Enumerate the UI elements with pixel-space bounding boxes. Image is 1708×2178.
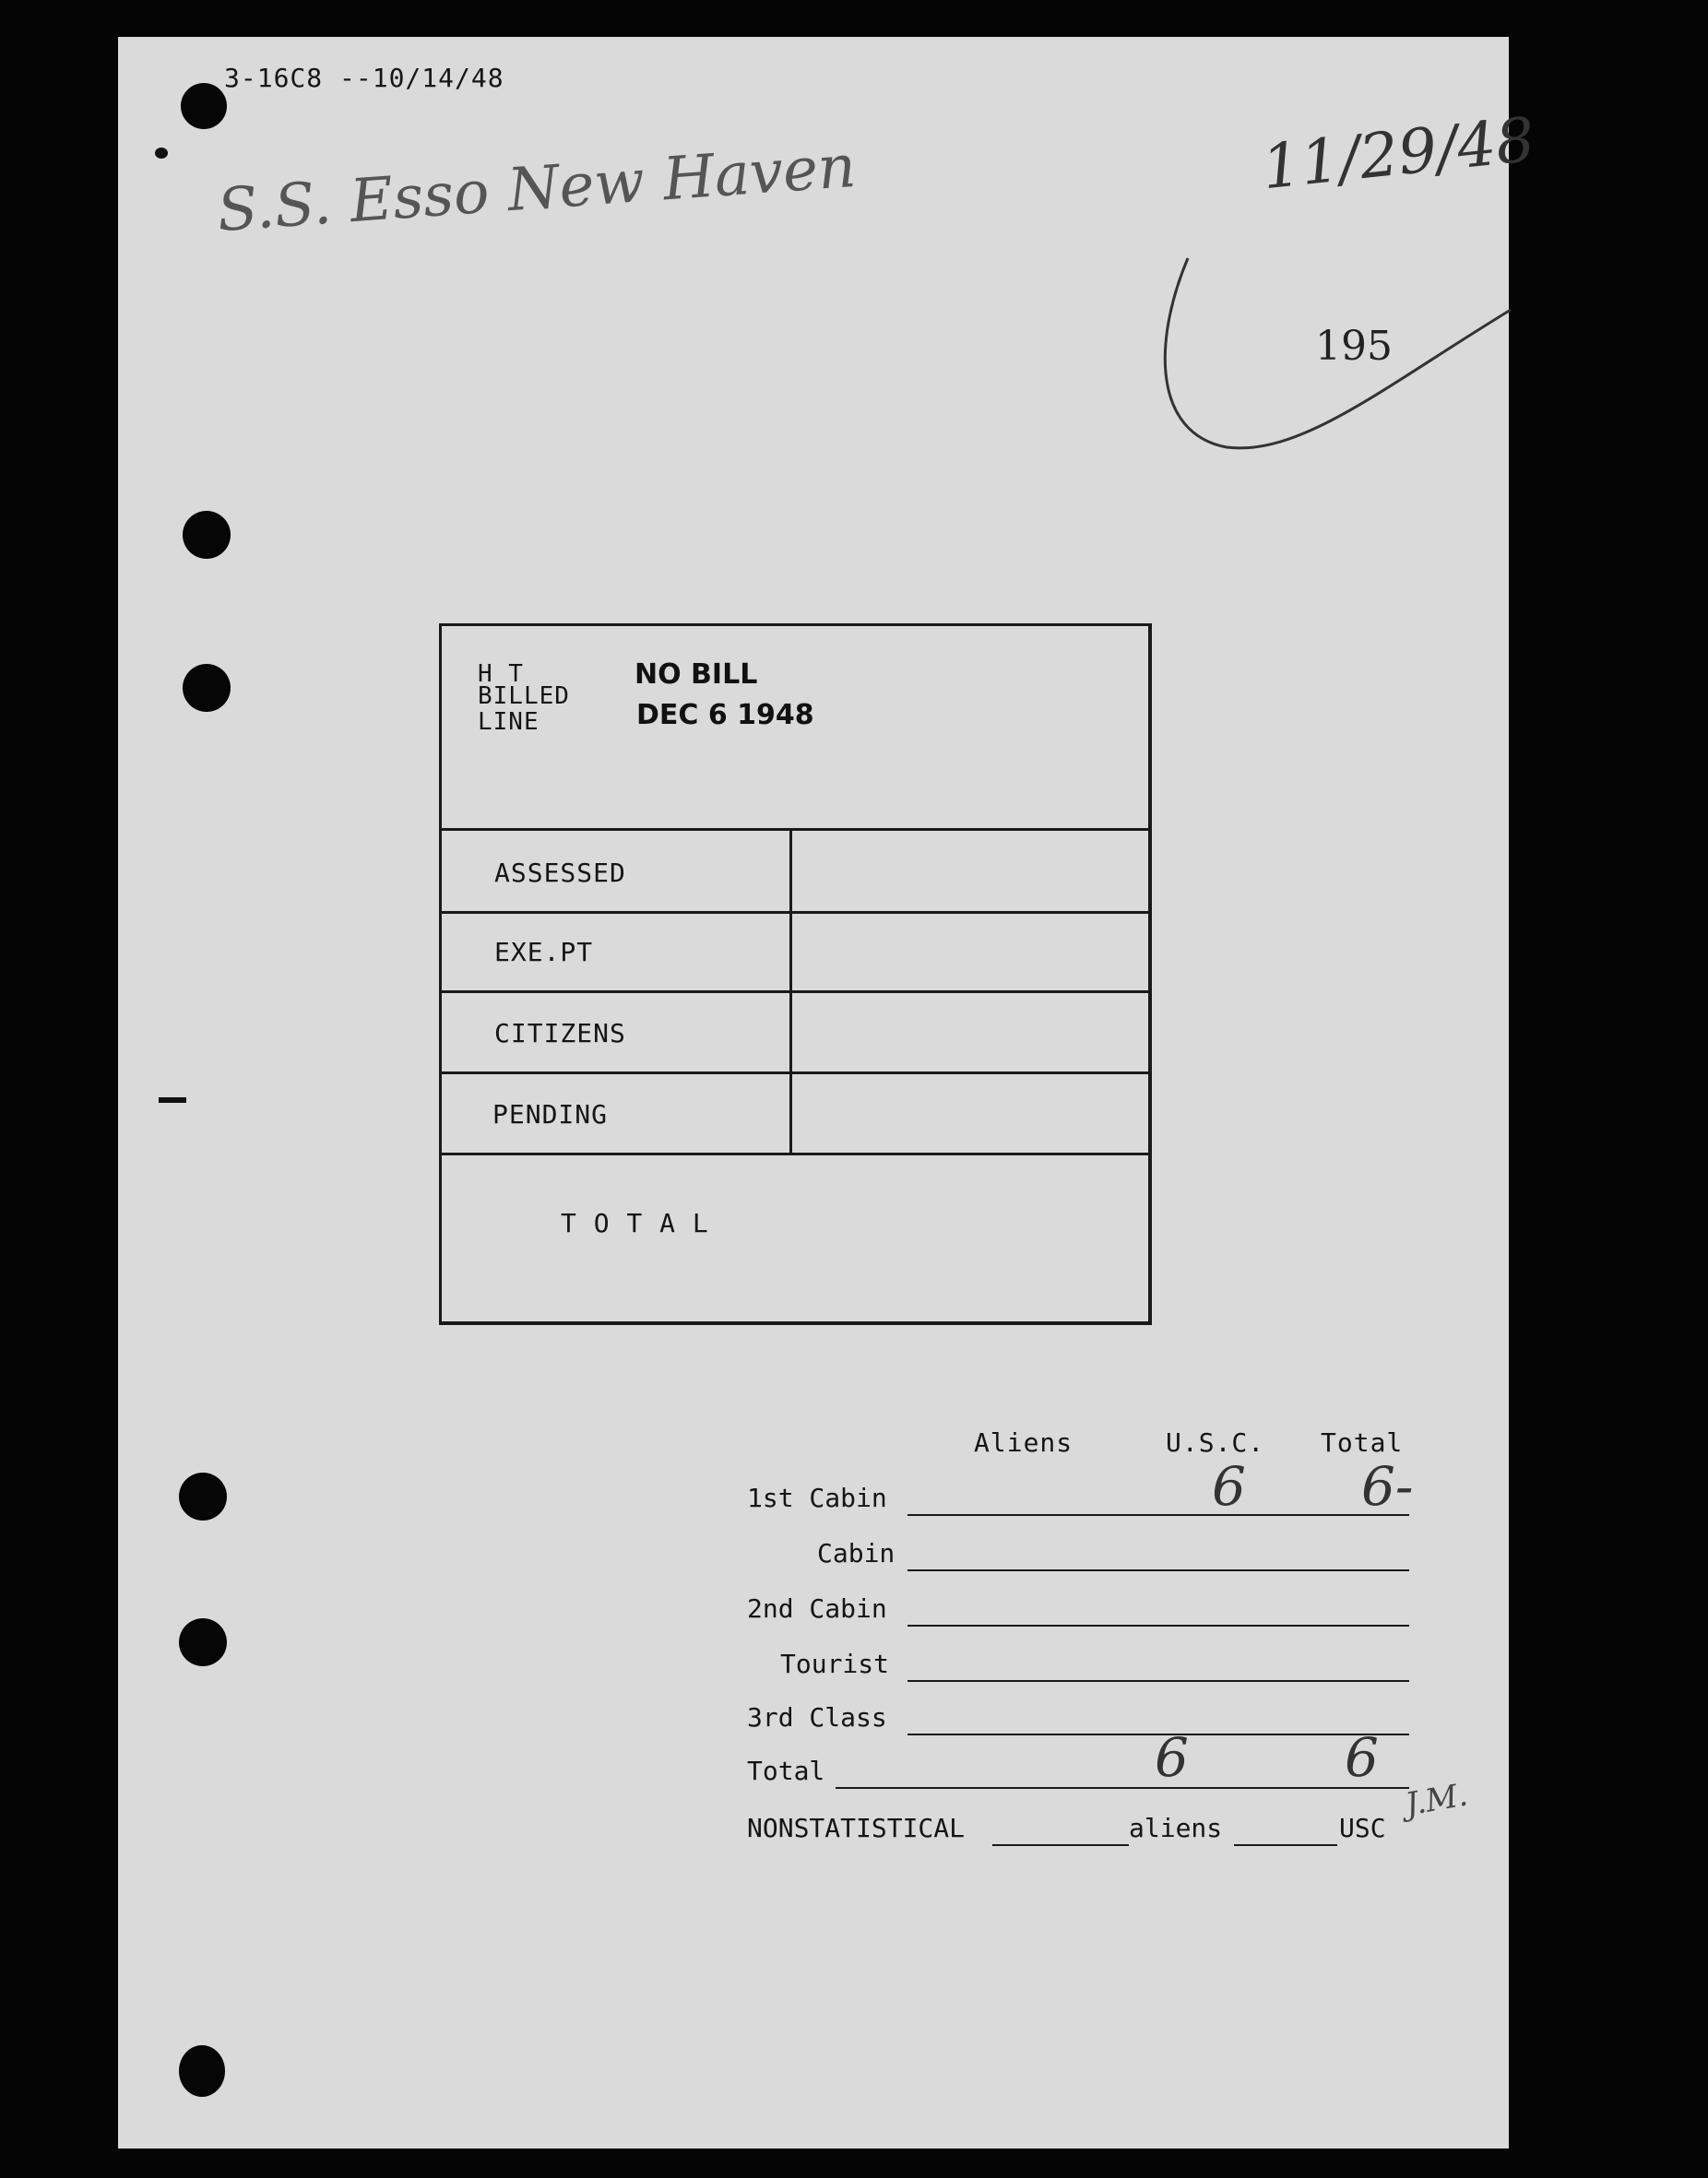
box-divider [439, 1071, 1149, 1074]
punch-hole [181, 83, 227, 129]
value-total-total: 6 [1345, 1726, 1379, 1789]
row-label-cabin: Cabin [817, 1538, 896, 1568]
punch-hole [179, 2045, 225, 2097]
value-total-1st-cabin: 6- [1361, 1455, 1414, 1518]
row-citizens: CITIZENS [494, 1018, 626, 1048]
header-label-billed: BILLED [478, 682, 570, 710]
stamp-date: DEC 6 1948 [636, 699, 814, 731]
usc-label: USC [1339, 1813, 1386, 1843]
handwritten-initials: J.M. [1403, 1776, 1471, 1824]
row-exempt: EXE.PT [494, 937, 594, 967]
column-usc: U.S.C. [1166, 1427, 1265, 1458]
header-label-line: LINE [478, 708, 540, 736]
row-total: T O T A L [561, 1208, 709, 1238]
punch-hole [179, 1473, 227, 1521]
punch-hole [183, 511, 231, 559]
column-aliens: Aliens [974, 1427, 1073, 1458]
handwritten-date: 11/29/48 [1258, 103, 1538, 204]
column-total: Total [1321, 1427, 1404, 1458]
box-divider [439, 990, 1149, 993]
row-underline [907, 1625, 1409, 1627]
row-label-1st-cabin: 1st Cabin [747, 1483, 887, 1513]
row-underline [907, 1569, 1409, 1571]
punch-hole [183, 664, 231, 712]
row-label-total: Total [747, 1756, 825, 1786]
box-divider [439, 1153, 1149, 1155]
handwritten-ship-name: S.S. Esso New Haven [215, 132, 859, 246]
box-divider [439, 828, 1149, 831]
ink-speck [155, 148, 168, 159]
punch-hole [179, 1618, 227, 1666]
value-usc-total: 6 [1155, 1726, 1189, 1789]
stamp-no-bill: NO BILL [635, 658, 758, 691]
header-label-ht: H T [478, 660, 524, 688]
nonstatistical-label: NONSTATISTICAL [747, 1813, 966, 1843]
row-underline [836, 1787, 1409, 1789]
row-underline [907, 1514, 1409, 1516]
box-column-divider [789, 828, 792, 1153]
row-label-3rd-class: 3rd Class [747, 1702, 887, 1733]
box-divider [439, 911, 1149, 914]
form-code: 3-16C8 --10/14/48 [224, 63, 504, 93]
nonstatistical-usc-blank [1234, 1844, 1337, 1846]
row-label-2nd-cabin: 2nd Cabin [747, 1593, 887, 1624]
row-pending: PENDING [492, 1099, 609, 1130]
nonstatistical-aliens-blank [992, 1844, 1129, 1846]
row-underline [907, 1680, 1409, 1682]
row-label-tourist: Tourist [780, 1649, 890, 1679]
aliens-label: aliens [1129, 1813, 1223, 1843]
page-number: 195 [1315, 323, 1393, 370]
value-usc-1st-cabin: 6 [1212, 1455, 1246, 1518]
row-assessed: ASSESSED [494, 858, 626, 888]
ink-dash [159, 1097, 186, 1103]
